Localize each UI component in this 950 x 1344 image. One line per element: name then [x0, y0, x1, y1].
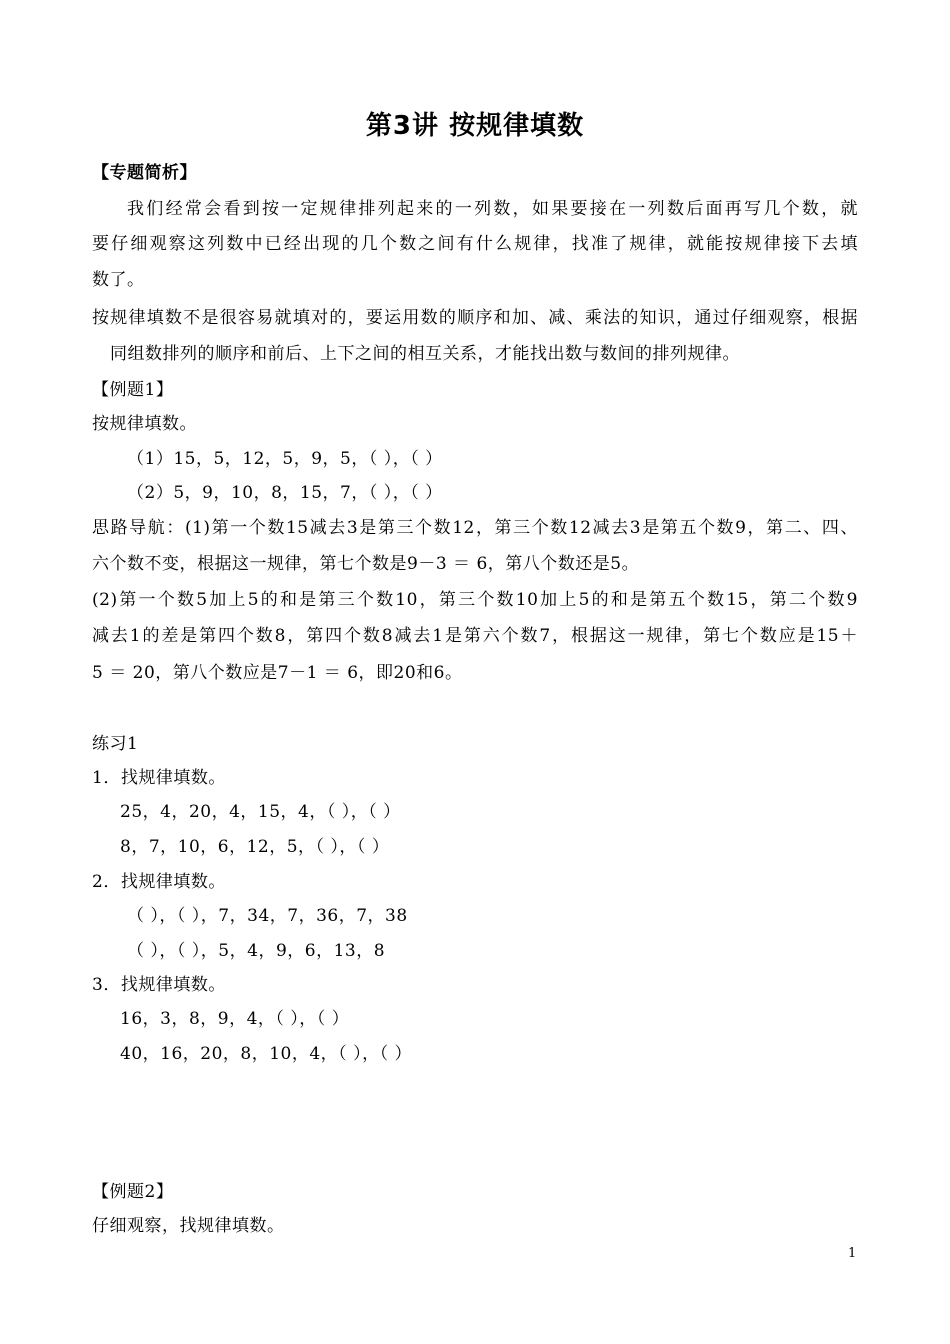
practice1-item3-sequence-a: 16，3，8，9，4，（ ），（ ） [120, 1009, 350, 1029]
example1-prompt: 按规律填数。 [92, 414, 197, 434]
example1-solution-line-2: 六个数不变，根据这一规律，第七个数是9－3 ＝ 6，第八个数还是5。 [92, 554, 640, 574]
practice1-item1-label: 1．找规律填数。 [92, 768, 226, 788]
practice1-item3-sequence-b: 40，16，20，8，10，4，（ ），（ ） [120, 1044, 412, 1064]
practice1-item2-sequence-b: （ ），（ ），5，4，9，6，13，8 [127, 941, 386, 961]
intro-paragraph-1-line-2: 要仔细观察这列数中已经出现的几个数之间有什么规律，找准了规律，就能按规律接下去填 [92, 234, 858, 254]
example2-heading: 【例题2】 [92, 1182, 174, 1202]
example1-heading: 【例题1】 [92, 380, 174, 400]
example1-question-1: （1）15，5，12，5，9，5，（ ），（ ） [127, 449, 443, 469]
practice1-item1-sequence-b: 8，7，10，6，12，5，（ ），（ ） [120, 837, 390, 857]
example1-solution-line-5: 5 ＝ 20，第八个数应是7－1 ＝ 6，即20和6。 [92, 663, 463, 683]
practice1-heading: 练习1 [92, 734, 139, 754]
page-number: 1 [848, 1246, 857, 1261]
practice1-item2-sequence-a: （ ），（ ），7，34，7，36，7，38 [127, 906, 408, 926]
intro-paragraph-1-line-1: 我们经常会看到按一定规律排列起来的一列数，如果要接在一列数后面再写几个数，就 [127, 199, 858, 219]
intro-paragraph-2-line-2: 同组数排列的顺序和前后、上下之间的相互关系，才能找出数与数间的排列规律。 [110, 344, 740, 364]
example1-solution-line-1: 思路导航：(1)第一个数15减去3是第三个数12，第三个数12减去3是第五个数9，第二、四、 [92, 518, 858, 538]
practice1-item3-label: 3．找规律填数。 [92, 975, 226, 995]
example1-question-2: （2）5，9，10，8，15，7，（ ），（ ） [127, 483, 443, 503]
intro-heading: 【专题简析】 [92, 163, 197, 183]
example1-solution-line-3: (2)第一个数5加上5的和是第三个数10，第三个数10加上5的和是第五个数15，第二个数9 [92, 590, 858, 610]
intro-paragraph-1-line-3: 数了。 [92, 270, 145, 290]
example2-prompt: 仔细观察，找规律填数。 [92, 1216, 285, 1236]
example1-solution-line-4: 减去1的差是第四个数8，第四个数8减去1是第六个数7，根据这一规律，第七个数应是15＋ [92, 626, 858, 646]
page-title: 第3讲 按规律填数 [365, 111, 585, 141]
intro-paragraph-2-line-1: 按规律填数不是很容易就填对的，要运用数的顺序和加、减、乘法的知识，通过仔细观察，根据 [92, 308, 858, 328]
practice1-item1-sequence-a: 25，4，20，4，15，4，（ ），（ ） [120, 802, 401, 822]
practice1-item2-label: 2．找规律填数。 [92, 872, 226, 892]
